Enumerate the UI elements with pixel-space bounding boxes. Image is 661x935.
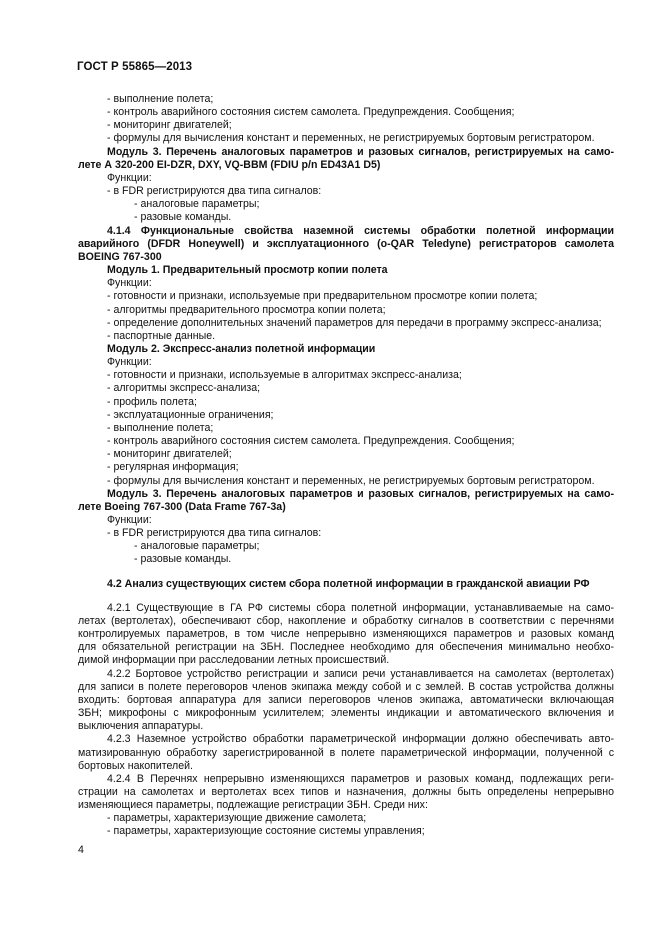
section-heading-continuation: BOEING 767-300	[78, 250, 162, 263]
paragraph-line: бортовых накопителей.	[78, 759, 193, 772]
list-item: - параметры, характеризующие состояние системы управления;	[107, 825, 425, 838]
paragraph-line: для обязательной регистрации на ЗБН. Последнее необходимо для обеспечения минимально необхо-	[78, 641, 614, 654]
paragraph-line: 4.2.2 Бортовое устройство регистрации и записи речи устанавливается на самолетах (вертолетах)	[107, 667, 614, 680]
sub-list-item: - разовые команды.	[134, 553, 232, 566]
list-item: - мониторинг двигателей;	[107, 119, 232, 132]
document-body	[78, 93, 614, 839]
list-item: - контроль аварийного состояния систем самолета. Предупреждения. Сообщения;	[107, 106, 515, 119]
sub-list-item: - аналоговые параметры;	[134, 198, 260, 211]
list-item: - эксплуатационные ограничения;	[107, 408, 274, 421]
page-number: 4	[78, 844, 84, 856]
paragraph-line: димой информации при расследовании летных происшествий.	[78, 654, 390, 667]
list-item: - формулы для вычисления констант и переменных, не регистрируемых бортовым регистратором.	[107, 132, 595, 145]
paragraph-line: изменяющиеся параметры, подлежащие регистрации ЗБН. Среди них:	[78, 799, 428, 812]
list-item: - алгоритмы предварительного просмотра копии полета;	[107, 303, 386, 316]
section-heading-continuation: аварийного (DFDR Honeywell) и эксплуатационного (o-QAR Teledyne) регистраторов самолета	[78, 237, 614, 250]
list-item: - выполнение полета;	[107, 421, 214, 434]
list-item: - регулярная информация;	[107, 461, 239, 474]
paragraph-line: выключения аппаратуры.	[78, 720, 204, 733]
functions-label: Функции:	[107, 356, 152, 369]
page-header-title: ГОСТ Р 55865—2013	[77, 61, 193, 73]
list-item: - профиль полета;	[107, 395, 197, 408]
list-item: - формулы для вычисления констант и переменных, не регистрируемых бортовым регистратором.	[107, 474, 595, 487]
section-heading-4-2: 4.2 Анализ существующих систем сбора полетной информации в гражданской авиации РФ	[107, 577, 590, 590]
module-heading: Модуль 3. Перечень аналоговых параметров и разовых сигналов, регистрируемых на само-	[107, 487, 614, 500]
module-heading: Модуль 3. Перечень аналоговых параметров и разовых сигналов, регистрируемых на само-	[107, 145, 614, 158]
list-item: - мониторинг двигателей;	[107, 448, 232, 461]
section-heading-4-1-4: 4.1.4 Функциональные свойства наземной системы обработки полетной информации	[107, 224, 614, 237]
paragraph-line: летах (вертолетах), обеспечивают сбор, накопление и обработку сигналов в соответствии с перечнями	[78, 614, 614, 627]
paragraph-line: 4.2.1 Существующие в ГА РФ системы сбора полетной информации, устанавливаемые на само-	[107, 601, 614, 614]
module-heading: Модуль 1. Предварительный просмотр копии полета	[107, 264, 388, 277]
module-heading-continuation: лете А 320-200 EI-DZR, DXY, VQ-BBM (FDIU p/n ED43A1 D5)	[78, 158, 381, 171]
paragraph-line: ЗБН; микрофоны с микрофонным усилителем; элементы индикации и автоматического включения и	[78, 707, 614, 720]
list-item: - контроль аварийного состояния систем самолета. Предупреждения. Сообщения;	[107, 435, 515, 448]
paragraph-line: контролируемых параметров, в том числе непрерывно изменяющихся параметров и разовых команд	[78, 628, 614, 641]
list-item: - готовности и признаки, используемые в алгоритмах экспресс-анализа;	[107, 369, 462, 382]
paragraph-line: входить: бортовая аппаратура для записи переговоров членов экипажа, автоматически включающая	[78, 693, 614, 706]
functions-label: Функции:	[107, 277, 152, 290]
module-heading-continuation: лете Boeing 767-300 (Data Frame 767-3a)	[78, 500, 286, 513]
list-item: - в FDR регистрируются два типа сигналов:	[107, 185, 322, 198]
sub-list-item: - аналоговые параметры;	[134, 540, 260, 553]
sub-list-item: - разовые команды.	[134, 211, 232, 224]
list-item: - паспортные данные.	[107, 329, 216, 342]
module-heading: Модуль 2. Экспресс-анализ полетной информации	[107, 342, 376, 355]
list-item: - выполнение полета;	[107, 93, 214, 105]
list-item: - в FDR регистрируются два типа сигналов:	[107, 527, 322, 540]
list-item: - готовности и признаки, используемые при предварительном просмотре копии полета;	[107, 290, 538, 303]
paragraph-line: страции на самолетах и вертолетах всех типов и назначения, должны быть определены непрерывно	[78, 785, 614, 798]
paragraph-line: матизированную обработку зарегистрированной в полете параметрической информации, полученной с	[78, 746, 614, 759]
list-item: - определение дополнительных значений параметров для передачи в программу экспресс-анализа;	[107, 316, 602, 329]
list-item: - параметры, характеризующие движение самолета;	[107, 812, 367, 825]
functions-label: Функции:	[107, 514, 152, 526]
paragraph-line: для записи в полете переговоров членов экипажа между собой и с землей. В состав устройства должны	[78, 680, 614, 693]
list-item: - алгоритмы экспресс-анализа;	[107, 382, 261, 395]
paragraph-line: 4.2.3 Наземное устройство обработки параметрической информации должно обеспечивать авто-	[107, 733, 614, 746]
functions-label: Функции:	[107, 171, 152, 184]
paragraph-line: 4.2.4 В Перечнях непрерывно изменяющихся параметров и разовых команд, подлежащих реги-	[107, 772, 614, 785]
